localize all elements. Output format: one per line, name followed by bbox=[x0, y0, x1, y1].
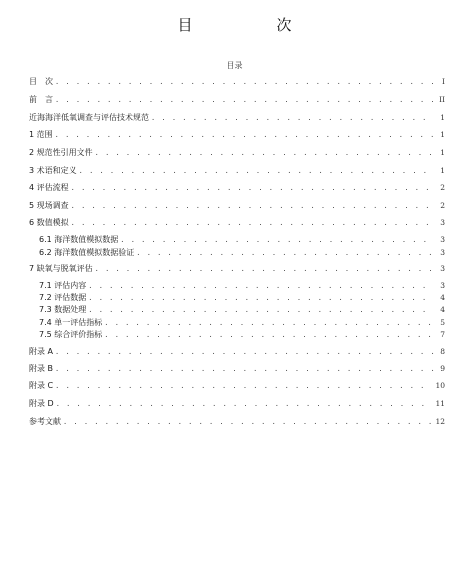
toc-entry-standard-title[interactable] bbox=[29, 112, 445, 124]
dot-leader bbox=[55, 94, 434, 106]
toc-entry-label: 6.1 海洋数值模拟数据 bbox=[39, 235, 119, 244]
toc-entry-page: 12 bbox=[435, 417, 445, 426]
toc-entry-terms[interactable] bbox=[29, 165, 445, 177]
toc-entry-page: 2 bbox=[440, 201, 445, 210]
toc-entry-label: 目 次 bbox=[29, 77, 53, 86]
toc-entry-label: 6.2 海洋数值模拟数据验证 bbox=[39, 248, 135, 257]
toc-entry-numerical-simulation[interactable] bbox=[29, 217, 445, 229]
dot-leader bbox=[71, 182, 434, 194]
toc-entry-label: 附录 C bbox=[29, 381, 54, 390]
toc-entry-foreword[interactable] bbox=[29, 94, 445, 106]
toc-entry-label: 7.1 评估内容 bbox=[39, 281, 87, 290]
dot-leader bbox=[95, 263, 434, 275]
dot-leader bbox=[55, 76, 434, 88]
toc-entry-page: 2 bbox=[440, 183, 445, 192]
toc-entry-label: 前 言 bbox=[29, 95, 53, 104]
toc-entry-7-1[interactable] bbox=[39, 280, 445, 292]
toc-entry-hypoxia-assessment[interactable] bbox=[29, 263, 445, 275]
dot-leader bbox=[55, 129, 434, 141]
toc-entry-label: 附录 B bbox=[29, 364, 54, 373]
dot-leader bbox=[71, 217, 434, 229]
dot-leader bbox=[120, 234, 434, 246]
toc-entry-page: 1 bbox=[440, 166, 445, 175]
toc-entry-label: 参考文献 bbox=[29, 417, 61, 426]
toc-heading: 目录 bbox=[226, 61, 243, 70]
toc-entry-label: 5 现场调查 bbox=[29, 201, 69, 210]
toc-entry-page: 5 bbox=[440, 318, 445, 327]
dot-leader bbox=[88, 304, 434, 316]
toc-entry-references[interactable] bbox=[29, 416, 445, 428]
toc-entry-label: 4 评估流程 bbox=[29, 183, 69, 192]
dot-leader bbox=[63, 416, 432, 428]
toc-entry-label: 近海海洋低氧调查与评估技术规范 bbox=[29, 113, 149, 122]
toc-entry-7-3[interactable] bbox=[39, 304, 445, 316]
dot-leader bbox=[136, 247, 434, 259]
toc-entry-page: 3 bbox=[440, 281, 445, 290]
toc-entry-page: 8 bbox=[440, 347, 445, 356]
toc-entry-7-2[interactable] bbox=[39, 292, 445, 304]
toc-entry-field-survey[interactable] bbox=[29, 200, 445, 212]
toc-entry-appendix-d[interactable] bbox=[29, 398, 445, 410]
dot-leader bbox=[55, 363, 434, 375]
dot-leader bbox=[79, 165, 434, 177]
dot-leader bbox=[55, 346, 434, 358]
toc-entry-label: 附录 D bbox=[29, 399, 54, 408]
dot-leader bbox=[95, 147, 434, 159]
dot-leader bbox=[71, 200, 434, 212]
toc-entry-label: 7.2 评估数据 bbox=[39, 293, 87, 302]
toc-entry-label: 1 范围 bbox=[29, 130, 53, 139]
toc-entry-label: 7.5 综合评价指标 bbox=[39, 330, 103, 339]
toc-entry-page: 3 bbox=[440, 235, 445, 244]
page-title: 目 次 bbox=[177, 16, 310, 34]
toc-entry-contents[interactable] bbox=[29, 76, 445, 88]
toc-entry-page: 3 bbox=[440, 264, 445, 273]
toc-entry-6-1[interactable] bbox=[39, 234, 445, 246]
toc-entry-appendix-b[interactable] bbox=[29, 363, 445, 375]
toc-entry-page: 10 bbox=[435, 381, 445, 390]
toc-entry-assessment-process[interactable] bbox=[29, 182, 445, 194]
toc-entry-label: 6 数值模拟 bbox=[29, 218, 69, 227]
toc-entry-page: 4 bbox=[440, 293, 445, 302]
toc-entry-label: 3 术语和定义 bbox=[29, 166, 77, 175]
toc-entry-page: 11 bbox=[435, 399, 445, 408]
toc-entry-label: 7 缺氧与脱氧评估 bbox=[29, 264, 93, 273]
toc-entry-page: II bbox=[439, 95, 445, 104]
toc-entry-appendix-a[interactable] bbox=[29, 346, 445, 358]
toc-entry-scope[interactable] bbox=[29, 129, 445, 141]
toc-entry-7-5[interactable] bbox=[39, 329, 445, 341]
toc-entry-page: 7 bbox=[440, 330, 445, 339]
dot-leader bbox=[55, 380, 432, 392]
dot-leader bbox=[56, 398, 433, 410]
dot-leader bbox=[88, 292, 434, 304]
dot-leader bbox=[104, 329, 434, 341]
toc-entry-appendix-c[interactable] bbox=[29, 380, 445, 392]
dot-leader bbox=[151, 112, 434, 124]
toc-entry-label: 7.4 单一评估指标 bbox=[39, 318, 103, 327]
toc-entry-page: 1 bbox=[440, 148, 445, 157]
toc-entry-page: I bbox=[442, 77, 445, 86]
dot-leader bbox=[88, 280, 434, 292]
toc-entry-label: 2 规范性引用文件 bbox=[29, 148, 93, 157]
toc-entry-6-2[interactable] bbox=[39, 247, 445, 259]
toc-entry-page: 3 bbox=[440, 218, 445, 227]
toc-entry-label: 7.3 数据处理 bbox=[39, 305, 87, 314]
dot-leader bbox=[104, 317, 434, 329]
toc-entry-page: 9 bbox=[440, 364, 445, 373]
toc-entry-page: 4 bbox=[440, 305, 445, 314]
toc-entry-label: 附录 A bbox=[29, 347, 54, 356]
toc-entry-page: 1 bbox=[440, 130, 445, 139]
toc-entry-page: 1 bbox=[440, 113, 445, 122]
toc-entry-normative-references[interactable] bbox=[29, 147, 445, 159]
toc-entry-page: 3 bbox=[440, 248, 445, 257]
toc-entry-7-4[interactable] bbox=[39, 317, 445, 329]
